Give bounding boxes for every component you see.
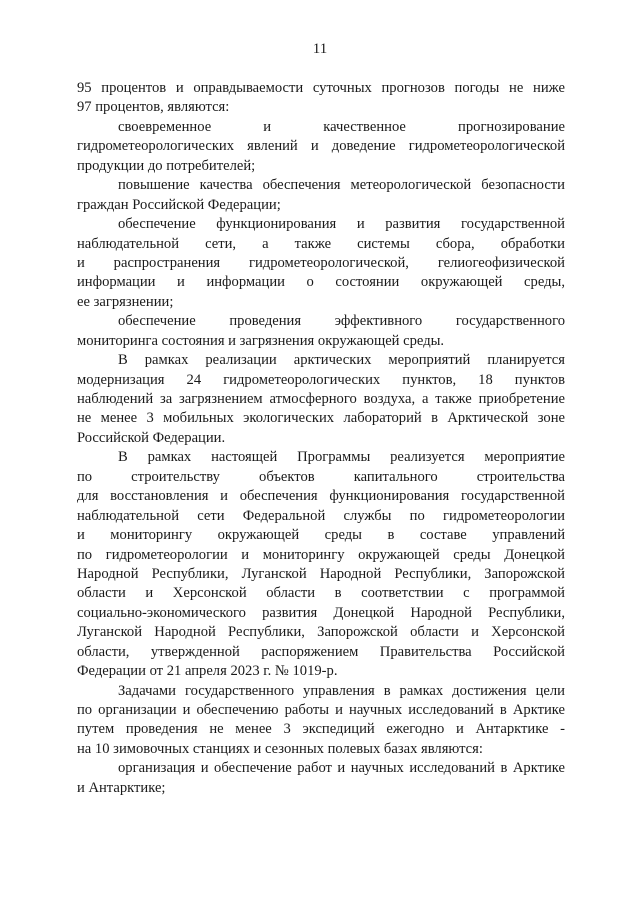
text-line: 95 процентов и оправдываемости суточных прогнозов погоды не ниже [77, 80, 565, 96]
text-line: модернизация 24 гидрометеорологических пунктов, 18 пунктов [77, 371, 565, 388]
text-line: на 10 зимовочных станциях и сезонных полевых базах являются: [77, 740, 483, 757]
text-line: социально-экономического развития Донецкой Народной Республики, [77, 604, 565, 621]
text-line: Народной Республики, Луганской Народной Республики, Запорожской [77, 565, 565, 582]
text-line: В рамках реализации арктических мероприятий планируется [118, 352, 565, 369]
text-line: области, утвержденной распоряжением Правительства Российской [77, 643, 565, 660]
text-line: Федерации от 21 апреля 2023 г. № 1019-р. [77, 663, 338, 680]
text-line: обеспечение функционирования и развития государственной [118, 216, 565, 233]
text-line: мониторинга состояния и загрязнения окружающей среды. [77, 332, 445, 349]
text-line: для восстановления и обеспечения функционирования государственной [77, 488, 565, 505]
text-line: области и Херсонской области в соответствии с программой [77, 585, 565, 602]
text-line: продукции до потребителей; [77, 157, 256, 174]
text-line: В рамках настоящей Программы реализуется мероприятие [118, 449, 565, 466]
text-line: гидрометеорологических явлений и доведение гидрометеорологической [77, 138, 565, 155]
text-line: повышение качества обеспечения метеорологической безопасности [118, 177, 565, 194]
text-line: и Антарктике; [77, 779, 166, 796]
document-body [77, 79, 565, 798]
text-line: организация и обеспечение работ и научных исследований в Арктике [118, 760, 565, 777]
text-line: путем проведения не менее 3 экспедиций ежегодно и Антарктике - [77, 721, 565, 738]
text-line: 97 процентов, являются: [77, 99, 230, 116]
text-line: Луганской Народной Республики, Запорожской области и Херсонской [77, 624, 565, 641]
text-line: по гидрометеорологии и мониторингу окружающей среды Донецкой [77, 546, 565, 563]
text-line: Российской Федерации. [77, 429, 226, 446]
text-line: наблюдательной сети, а также системы сбора, обработки [77, 235, 565, 252]
text-line: по организации и обеспечению работы и научных исследований в Арктике [77, 702, 565, 718]
text-line: своевременное и качественное прогнозирование [118, 118, 565, 135]
text-line: обеспечение проведения эффективного государственного [118, 313, 565, 330]
text-line: информации и информации о состоянии окружающей среды, [77, 274, 565, 291]
text-line: наблюдений за загрязнением атмосферного воздуха, а также приобретение [77, 391, 565, 407]
page-number: 11 [312, 41, 328, 57]
text-line: не менее 3 мобильных экологических лабораторий в Арктической зоне [77, 410, 565, 427]
text-line: по строительству объектов капитального строительства [77, 468, 565, 485]
text-line: граждан Российской Федерации; [77, 196, 281, 213]
text-line: и мониторингу окружающей среды в составе управлений [77, 527, 565, 544]
text-line: Задачами государственного управления в рамках достижения цели [118, 682, 565, 699]
text-line: наблюдательной сети Федеральной службы по гидрометеорологии [77, 507, 565, 524]
text-line: ее загрязнении; [77, 293, 174, 310]
text-line: и распространения гидрометеорологической, гелиогеофизической [77, 254, 565, 271]
